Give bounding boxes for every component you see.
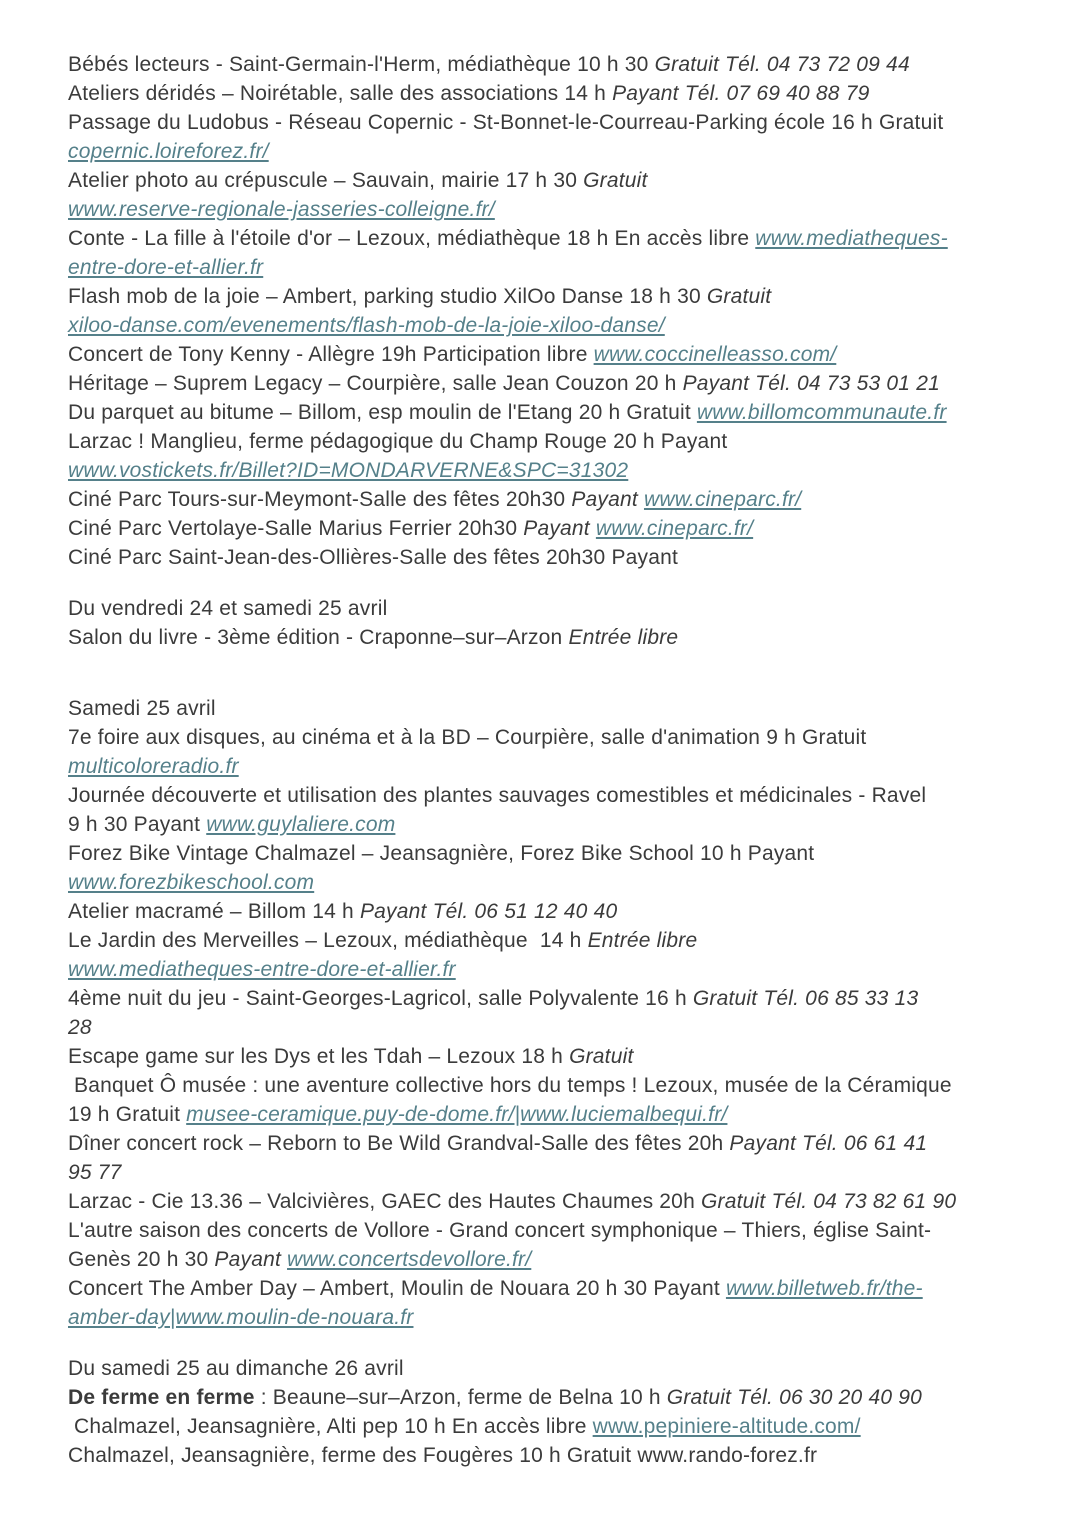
event-text: Héritage – Suprem Legacy – Courpière, salle Jean Couzon 20 h [68,372,683,395]
event-item [68,623,1010,652]
event-item [68,1042,1010,1071]
event-text: Gratuit Tél. 04 73 82 61 90 [700,1190,957,1213]
event-text: Ciné Parc Tours-sur-Meymont-Salle des fêtes 20h30 [68,488,572,511]
event-link[interactable]: copernic.loireforez.fr/ [68,140,269,163]
event-link[interactable]: www.pepiniere-altitude.com/ [592,1415,861,1438]
event-text: Bébés lecteurs - Saint-Germain-l'Herm, médiathèque 10 h 30 [68,53,655,76]
event-text: Genès 20 h 30 [68,1248,215,1271]
event-item [68,984,1010,1042]
event-item [68,839,1010,897]
event-text: L'autre saison des concerts de Vollore - Grand concert symphonique – Thiers, église Saint- [68,1219,932,1242]
event-link[interactable]: www.cineparc.fr/ [595,517,754,540]
event-text: Ateliers déridés – Noirétable, salle des associations 14 h [68,82,613,105]
event-text: Banquet Ô musée : une aventure collective hors du temps ! Lezoux, musée de la Céramique [68,1074,952,1097]
event-item [68,1071,1010,1129]
date-section-heading: Du vendredi 24 et samedi 25 avril [68,597,388,620]
event-text: Payant Tél. 06 51 12 40 40 [359,900,618,923]
event-item [68,1274,1010,1332]
event-text: 95 77 [68,1161,122,1184]
event-item [68,108,1010,166]
event-link[interactable]: multicoloreradio.fr [68,755,239,778]
event-text: Larzac ! Manglieu, ferme pédagogique du Champ Rouge 20 h Payant [68,430,728,453]
event-item [68,781,1010,839]
event-link[interactable]: entre-dore-et-allier.fr [68,256,264,279]
event-text: Escape game sur les Dys et les Tdah – Lezoux 18 h [68,1045,570,1068]
event-text: Gratuit [569,1045,634,1068]
event-item [68,79,1010,108]
event-item [68,282,1010,340]
event-item [68,514,1010,543]
event-text: Gratuit Tél. 06 85 33 13 [692,987,919,1010]
event-text: Du parquet au bitume – Billom, esp moulin de l'Etang 20 h Gratuit [68,401,697,424]
event-item [68,723,1010,781]
event-text: Dîner concert rock – Reborn to Be Wild Grandval-Salle des fêtes 20h [68,1132,730,1155]
event-item [68,1129,1010,1187]
event-link[interactable]: www.cineparc.fr/ [643,488,802,511]
event-link[interactable]: www.guylaliere.com [206,813,396,836]
event-item [68,485,1010,514]
event-link[interactable]: www.concertsdevollore.fr/ [287,1248,532,1271]
events-list [68,50,1010,1470]
event-item [68,427,1010,485]
event-text: 28 [68,1016,92,1039]
event-text: Salon du livre - 3ème édition - Craponne–sur–Arzon [68,626,569,649]
event-item [68,340,1010,369]
event-text: 19 h Gratuit [68,1103,187,1126]
event-link[interactable]: www.vostickets.fr/Billet?ID=MONDARVERNE&SPC=31302 [68,459,629,482]
event-text: Conte - La fille à l'étoile d'or – Lezoux, médiathèque 18 h En accès libre [68,227,756,250]
event-link[interactable]: www.coccinelleasso.com/ [593,343,837,366]
event-link[interactable]: www.mediatheques- [755,227,948,250]
event-item [68,1216,1010,1274]
event-text: Gratuit [706,285,772,308]
event-text: Larzac - Cie 13.36 – Valcivières, GAEC des Hautes Chaumes 20h [68,1190,701,1213]
event-text: Payant Tél. 06 61 41 [729,1132,928,1155]
event-text: : Beaune–sur–Arzon, ferme de Belna 10 h [254,1386,667,1409]
event-text: Chalmazel, Jeansagnière, ferme des Fougères 10 h Gratuit www.rando-forez.fr [68,1444,818,1467]
event-text: Payant [214,1248,288,1271]
event-link[interactable]: www.forezbikeschool.com [68,871,315,894]
event-item [68,224,1010,282]
event-item [68,1412,1010,1441]
event-text: De ferme en ferme [68,1386,255,1409]
event-text: Payant [571,488,644,511]
event-link[interactable]: www.billetweb.fr/the- [725,1277,923,1300]
event-text: Atelier photo au crépuscule – Sauvain, mairie 17 h 30 [68,169,584,192]
event-item [68,369,1010,398]
event-link[interactable]: www.billomcommunaute.fr [696,401,947,424]
event-text: Payant [523,517,596,540]
event-item [68,1187,1010,1216]
event-item [68,897,1010,926]
event-text: Entrée libre [568,626,679,649]
event-text: Passage du Ludobus - Réseau Copernic - St-Bonnet-le-Courreau-Parking école 16 h Gratuit [68,111,944,134]
event-text: Gratuit [583,169,648,192]
event-text: Forez Bike Vintage Chalmazel – Jeansagnière, Forez Bike School 10 h Payant [68,842,815,865]
event-item [68,543,1010,572]
event-text: Entrée libre [587,929,698,952]
event-text: Ciné Parc Saint-Jean-des-Ollières-Salle des fêtes 20h30 Payant [68,546,679,569]
event-link[interactable]: www.mediatheques-entre-dore-et-allier.fr [68,958,456,981]
event-item [68,1383,1010,1412]
event-text: Payant Tél. 04 73 53 01 21 [682,372,940,395]
event-item [68,1441,1010,1470]
event-text: Flash mob de la joie – Ambert, parking studio XilOo Danse 18 h 30 [68,285,707,308]
event-text: 9 h 30 Payant [68,813,207,836]
event-link[interactable]: www.reserve-regionale-jasseries-colleigne.fr/ [68,198,495,221]
blank-line [68,652,1010,672]
event-text: Gratuit Tél. 06 30 20 40 90 [666,1386,923,1409]
date-section-heading: Du samedi 25 au dimanche 26 avril [68,1357,404,1380]
event-text: Atelier macramé – Billom 14 h [68,900,360,923]
event-text: Journée découverte et utilisation des plantes sauvages comestibles et médicinales - Ravel [68,784,927,807]
event-item [68,50,1010,79]
event-text: Payant Tél. 07 69 40 88 79 [612,82,870,105]
event-text: Chalmazel, Jeansagnière, Alti pep 10 h En accès libre [68,1415,593,1438]
event-item [68,926,1010,984]
event-item [68,166,1010,224]
event-text: 4ème nuit du jeu - Saint-Georges-Lagricol, salle Polyvalente 16 h [68,987,693,1010]
event-text: Gratuit Tél. 04 73 72 09 44 [654,53,910,76]
event-link[interactable]: amber-day|www.moulin-de-nouara.fr [68,1306,414,1329]
event-link[interactable]: musee-ceramique.puy-de-dome.fr/|www.luciemalbequi.fr/ [186,1103,728,1126]
event-text: Concert de Tony Kenny - Allègre 19h Participation libre [68,343,594,366]
event-text: 7e foire aux disques, au cinéma et à la BD – Courpière, salle d'animation 9 h Gratuit [68,726,867,749]
event-text: Le Jardin des Merveilles – Lezoux, médiathèque 14 h [68,929,588,952]
event-link[interactable]: xiloo-danse.com/evenements/flash-mob-de-la-joie-xiloo-danse/ [68,314,665,337]
date-section-heading: Samedi 25 avril [68,697,216,720]
event-text: Concert The Amber Day – Ambert, Moulin de Nouara 20 h 30 Payant [68,1277,726,1300]
event-text: Ciné Parc Vertolaye-Salle Marius Ferrier 20h30 [68,517,524,540]
event-item [68,398,1010,427]
